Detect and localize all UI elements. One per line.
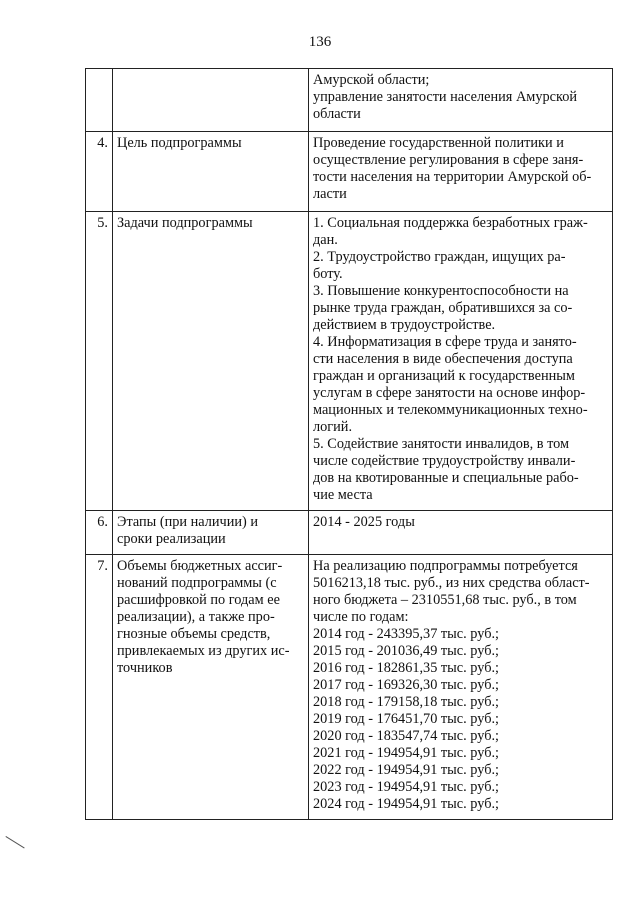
value-line: 2. Трудоустройство граждан, ищущих ра- (313, 249, 566, 265)
value-line: рынке труда граждан, обратившихся за со- (313, 300, 573, 316)
value-line: ласти (313, 186, 347, 202)
value-line: тости населения на территории Амурской об- (313, 169, 592, 185)
row-number-cell: 7. (86, 555, 113, 820)
row-value-cell (309, 132, 613, 212)
row-label-cell (113, 212, 309, 511)
value-line: ного бюджета – 2310551,68 тыс. руб., в том (313, 592, 577, 608)
value-line: числе содействие трудоустройству инвали- (313, 453, 576, 469)
value-line: 2024 год - 194954,91 тыс. руб.; (313, 796, 500, 812)
value-line: дов на квотированные и специальные рабо- (313, 470, 579, 486)
row-label-cell (113, 132, 309, 212)
value-line: 2015 год - 201036,49 тыс. руб.; (313, 643, 500, 659)
table-row (86, 212, 613, 511)
value-line: мационных и телекоммуникационных техно- (313, 402, 588, 418)
label-line: Задачи подпрограммы (117, 215, 253, 231)
value-line: осуществление регулирования в сфере заня- (313, 152, 584, 168)
row-value-cell (309, 511, 613, 555)
table-row (86, 132, 613, 212)
row-label-cell (113, 555, 309, 820)
value-line: боту. (313, 266, 343, 282)
value-line: 2014 - 2025 годы (313, 514, 415, 530)
value-line: 2017 год - 169326,30 тыс. руб.; (313, 677, 500, 693)
label-line: реализации), а также про- (117, 609, 275, 625)
value-line: 2020 год - 183547,74 тыс. руб.; (313, 728, 500, 744)
scan-artifact-mark (5, 836, 24, 849)
value-line: чие места (313, 487, 373, 503)
row-label-cell (113, 511, 309, 555)
table-row (86, 511, 613, 555)
row-number-cell: 4. (86, 132, 113, 212)
value-line: 2021 год - 194954,91 тыс. руб.; (313, 745, 500, 761)
row-number-cell: 6. (86, 511, 113, 555)
value-line: управление занятости населения Амурской (313, 89, 577, 105)
value-line: логий. (313, 419, 353, 435)
passport-table (85, 68, 613, 820)
value-line: Проведение государственной политики и (313, 135, 564, 151)
row-label-cell (113, 69, 309, 132)
row-value-cell (309, 69, 613, 132)
row-number-cell (86, 69, 113, 132)
page-number: 136 (308, 34, 332, 50)
value-line: числе по годам: (313, 609, 409, 625)
value-line: граждан и организаций к государственным (313, 368, 575, 384)
value-line: 5016213,18 тыс. руб., из них средства област- (313, 575, 590, 591)
value-line: На реализацию подпрограммы потребуется (313, 558, 578, 574)
value-line: услугам в сфере занятости на основе инфор- (313, 385, 586, 401)
value-line: 2023 год - 194954,91 тыс. руб.; (313, 779, 500, 795)
value-line: 5. Содействие занятости инвалидов, в том (313, 436, 570, 452)
value-line: области (313, 106, 361, 122)
label-line: привлекаемых из других ис- (117, 643, 290, 659)
label-line: Этапы (при наличии) и (117, 514, 259, 530)
value-line: дан. (313, 232, 338, 248)
value-line: 2018 год - 179158,18 тыс. руб.; (313, 694, 500, 710)
row-value-cell (309, 212, 613, 511)
value-line: 3. Повышение конкурентоспособности на (313, 283, 569, 299)
label-line: гнозные объемы средств, (117, 626, 271, 642)
value-line: Амурской области; (313, 72, 430, 88)
row-number-cell: 5. (86, 212, 113, 511)
value-line: действием в трудоустройстве. (313, 317, 496, 333)
label-line: точников (117, 660, 173, 676)
label-line: Объемы бюджетных ассиг- (117, 558, 283, 574)
table-row (86, 69, 613, 132)
value-line: 2016 год - 182861,35 тыс. руб.; (313, 660, 500, 676)
row-value-cell (309, 555, 613, 820)
label-line: расшифровкой по годам ее (117, 592, 280, 608)
value-line: 4. Информатизация в сфере труда и занято- (313, 334, 577, 350)
value-line: 2014 год - 243395,37 тыс. руб.; (313, 626, 500, 642)
label-line: нований подпрограммы (с (117, 575, 277, 591)
value-line: 2022 год - 194954,91 тыс. руб.; (313, 762, 500, 778)
label-line: Цель подпрограммы (117, 135, 242, 151)
value-line: сти населения в виде обеспечения доступа (313, 351, 573, 367)
value-line: 1. Социальная поддержка безработных граж- (313, 215, 588, 231)
table-row (86, 555, 613, 820)
value-line: 2019 год - 176451,70 тыс. руб.; (313, 711, 500, 727)
label-line: сроки реализации (117, 531, 226, 547)
